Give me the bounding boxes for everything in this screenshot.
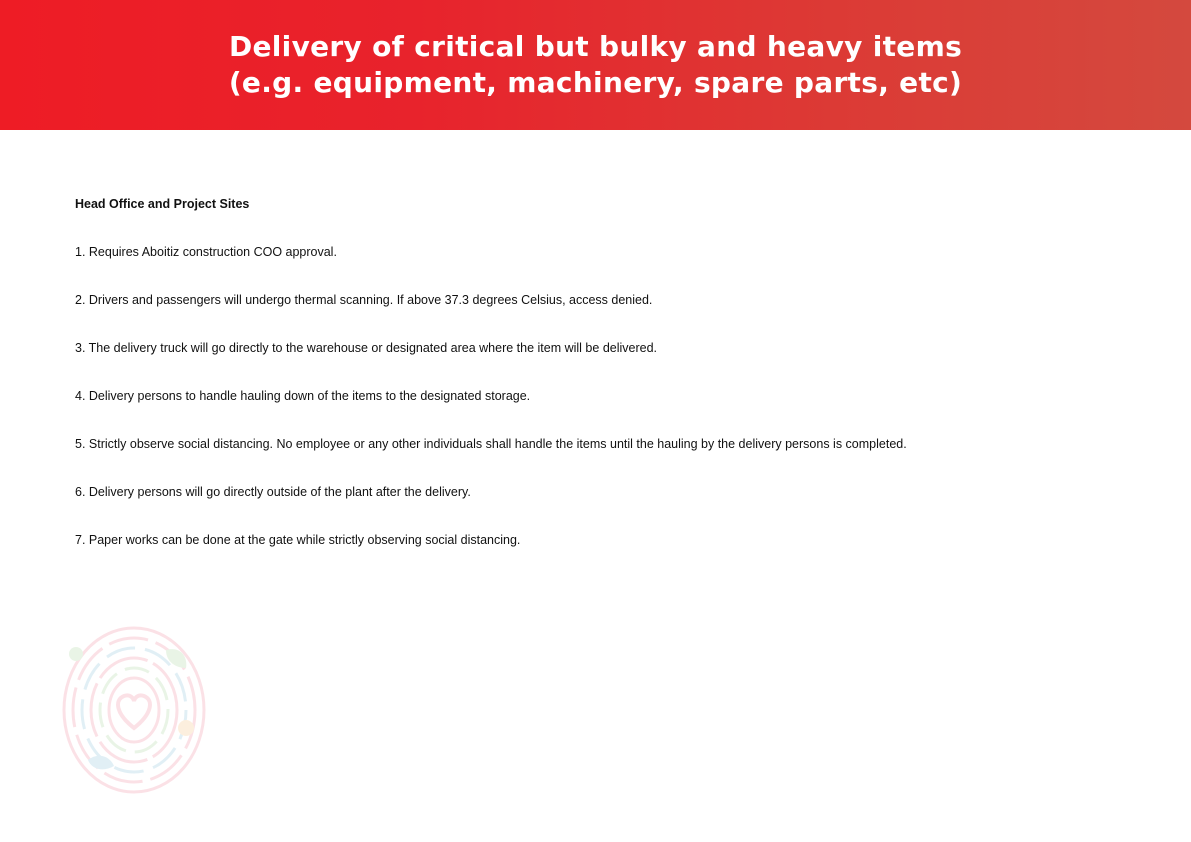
step-item-4: 4. Delivery persons to handle hauling down of the items to the designated storage. [75, 389, 531, 403]
fingerprint-heart-icon [58, 620, 210, 798]
step-item-7: 7. Paper works can be done at the gate while strictly observing social distancing. [75, 533, 521, 547]
step-item-5: 5. Strictly observe social distancing. No employee or any other individuals shall handle the items until the hauling by the delivery persons is completed. [75, 437, 907, 451]
document-body [75, 196, 1115, 580]
page-title-line-2: (e.g. equipment, machinery, spare parts, etc) [228, 66, 963, 99]
section-heading: Head Office and Project Sites [75, 197, 250, 211]
steps-list [75, 244, 1115, 549]
step-item-6: 6. Delivery persons will go directly outside of the plant after the delivery. [75, 485, 471, 499]
step-item-3: 3. The delivery truck will go directly to the warehouse or designated area where the item will be delivered. [75, 341, 658, 355]
header-banner [0, 0, 1191, 130]
page-title-line-1: Delivery of critical but bulky and heavy items [228, 30, 963, 63]
step-item-1: 1. Requires Aboitiz construction COO approval. [75, 245, 337, 259]
step-item-2: 2. Drivers and passengers will undergo thermal scanning. If above 37.3 degrees Celsius, access denied. [75, 293, 653, 307]
